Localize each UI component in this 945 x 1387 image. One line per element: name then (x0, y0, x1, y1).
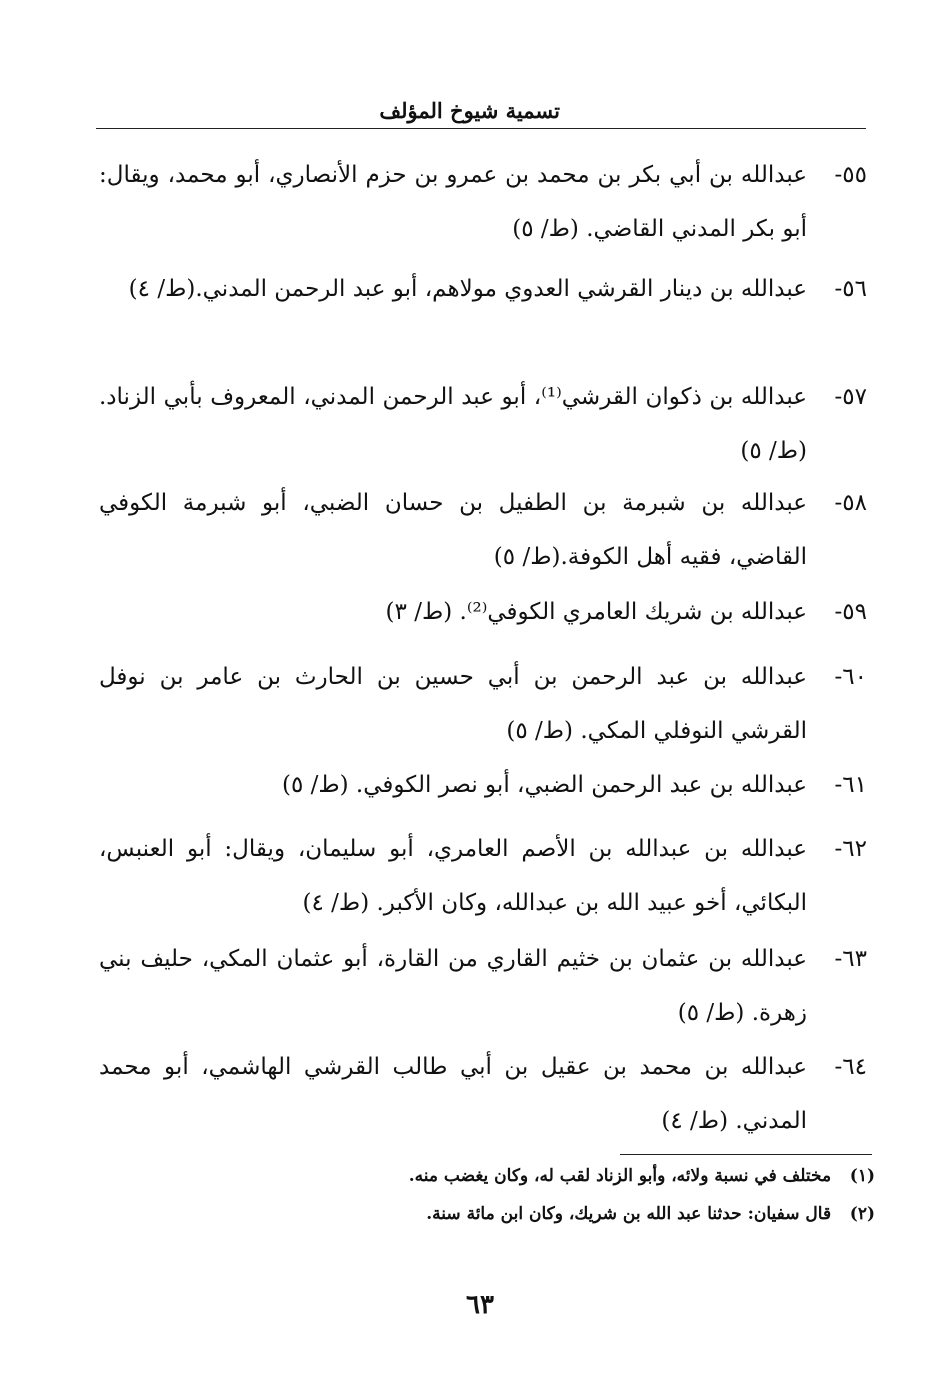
entry-text: عبدالله بن عثمان بن خثيم القاري من القارة، أبو عثمان المكي، حليف بني زهرة. (ط/ ٥) (99, 946, 807, 1026)
entry-55 (99, 148, 867, 256)
entry-number: ٦١- (834, 772, 867, 798)
entry-text: عبدالله بن أبي بكر بن محمد بن عمرو بن حزم الأنصاري، أبو محمد، ويقال: أبو بكر المدني القاضي. (ط/ ٥) (99, 162, 807, 242)
entry-59 (99, 585, 867, 639)
entry-text: عبدالله بن شريك العامري الكوفي⁽²⁾. (ط/ ٣) (385, 599, 807, 625)
entry-number: ٥٨- (834, 490, 867, 516)
entry-number: ٥٧- (834, 384, 867, 410)
entry-60 (99, 650, 867, 758)
entry-text: عبدالله بن عبدالله بن الأصم العامري، أبو سليمان، ويقال: أبو العنبس، البكائي، أخو عبيد الله بن عبدالله، وكان الأكبر. (ط/ ٤) (99, 836, 807, 916)
footnote-2 (85, 1204, 875, 1224)
entry-64 (99, 1040, 867, 1148)
entry-57 (99, 370, 867, 478)
footnote-number: (١) (849, 1166, 875, 1186)
entry-text: عبدالله بن شبرمة بن الطفيل بن حسان الضبي، أبو شبرمة الكوفي القاضي، فقيه أهل الكوفة.(ط/ ٥) (99, 490, 807, 570)
running-header: تسمية شيوخ المؤلف (379, 98, 560, 123)
header-rule (96, 128, 866, 129)
entry-number: ٦٤- (834, 1054, 867, 1080)
entry-62 (99, 822, 867, 930)
entry-text: عبدالله بن ذكوان القرشي⁽¹⁾، أبو عبد الرحمن المدني، المعروف بأبي الزناد. (ط/ ٥) (99, 384, 808, 464)
footnote-1 (85, 1166, 875, 1186)
entry-text: عبدالله بن محمد بن عقيل بن أبي طالب القرشي الهاشمي، أبو محمد المدني. (ط/ ٤) (99, 1054, 807, 1134)
footnote-number: (٢) (849, 1204, 875, 1224)
entry-number: ٦٢- (834, 836, 867, 862)
entry-text: عبدالله بن عبد الرحمن الضبي، أبو نصر الكوفي. (ط/ ٥) (281, 772, 807, 798)
entry-56 (99, 262, 867, 316)
page-number: ٦٣ (466, 1290, 494, 1320)
entry-number: ٥٥- (834, 162, 867, 188)
entry-text: عبدالله بن عبد الرحمن بن أبي حسين بن الحارث بن عامر بن نوفل القرشي النوفلي المكي. (ط/ ٥) (99, 664, 807, 744)
entry-number: ٥٩- (834, 599, 867, 625)
entry-number: ٦٠- (834, 664, 867, 690)
entry-63 (99, 932, 867, 1040)
entry-58 (99, 476, 867, 584)
footnote-text: قال سفيان: حدثنا عبد الله بن شريك، وكان ابن مائة سنة. (426, 1204, 832, 1224)
entry-text: عبدالله بن دينار القرشي العدوي مولاهم، أبو عبد الرحمن المدني.(ط/ ٤) (128, 276, 807, 302)
footnote-rule (620, 1154, 872, 1155)
entry-61 (99, 758, 867, 812)
entry-number: ٥٦- (834, 276, 867, 302)
entry-number: ٦٣- (834, 946, 867, 972)
footnote-text: مختلف في نسبة ولائه، وأبو الزناد لقب له، وكان يغضب منه. (408, 1166, 832, 1186)
